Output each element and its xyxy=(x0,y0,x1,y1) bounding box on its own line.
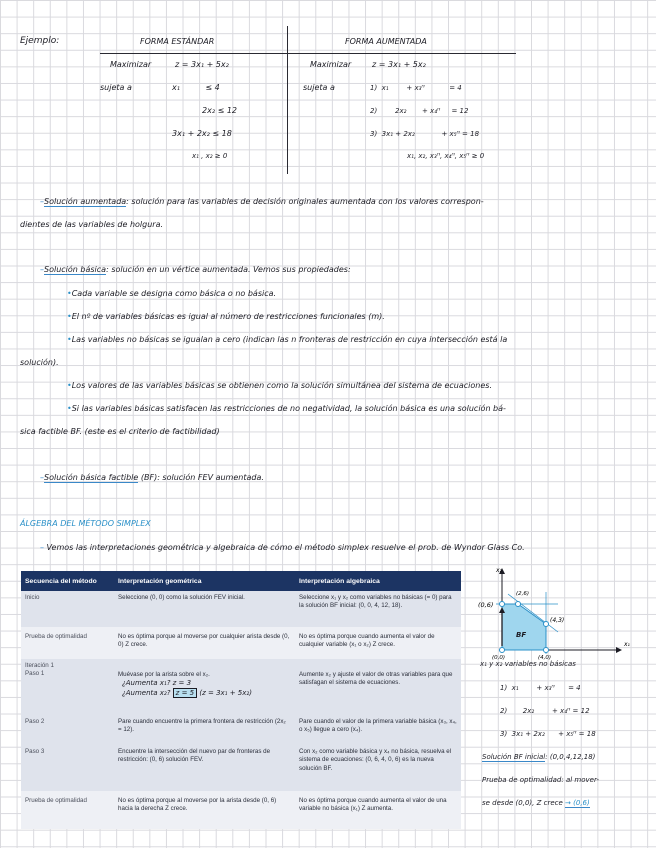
row-seq: Paso 2 xyxy=(21,715,114,745)
region-label: BF xyxy=(516,631,527,639)
algebra-intro: – Vemos las interpretaciones geométrica y algebraica de cómo el método simplex resuelve el prob. de Wyndor Glass Co. xyxy=(40,543,525,552)
row-geo: No es óptima porque al moverse por la arista desde (0, 6) hacia la derecha Z crece. xyxy=(114,791,295,829)
def-augmented-line1: –Solución aumentada: solución para las variables de decisión originales aumentada con los valores correspon- xyxy=(40,197,484,206)
def-augmented-text-2: dientes de las variables de holgura. xyxy=(20,220,164,229)
vertex-2-6 xyxy=(516,602,521,607)
def-augmented-term: Solución aumentada xyxy=(44,197,127,206)
sidebar-test-2: se desde (0,0), Z crece → (0,6) xyxy=(482,799,590,807)
handwritten-note-2: ¿Aumenta x₂? z = 5 (z = 3x₁ + 5x₂) xyxy=(122,688,252,697)
standard-constraint-2: 2x₂ ≤ 12 xyxy=(202,106,237,115)
row-alg: Pare cuando el valor de la primera variable básica (x₃, x₄, o x₅) llegue a cero (x₄). xyxy=(295,715,461,745)
table-header-seq: Secuencia del método xyxy=(21,571,114,591)
augmented-objective: z = 3x₁ + 5x₂ xyxy=(372,60,426,69)
standard-form-header: FORMA ESTÁNDAR xyxy=(140,37,215,46)
example-divider-h xyxy=(100,53,516,54)
def-feasible-line: –Solución básica factible (BF): solución FEV aumentada. xyxy=(40,473,264,482)
row-seq: Prueba de optimalidad xyxy=(21,627,114,659)
example-label: Ejemplo: xyxy=(20,36,60,46)
row-alg: No es óptima porque cuando aumenta el valor de una variable no básica (x₁) Z aumenta. xyxy=(295,791,461,829)
table-row xyxy=(21,627,461,659)
table-header-row xyxy=(21,571,461,591)
table-row xyxy=(21,715,461,745)
sidebar-eq-2: 2) 2x₂ + x₄ᴴ = 12 xyxy=(500,707,590,715)
row-alg: Con x₂ como variable básica y x₄ no básica, resuelva el sistema de ecuaciones: (0, 6, 4, 0, 6) es la nueva solución BF. xyxy=(295,745,461,791)
standard-nonneg: x₁ , x₂ ≥ 0 xyxy=(192,152,228,160)
feasible-region xyxy=(502,604,546,650)
label-4-0: (4,0) xyxy=(538,655,552,661)
def-basic-term: Solución básica xyxy=(44,265,107,274)
vertex-0-6 xyxy=(500,602,505,607)
table-header-geo: Interpretación geométrica xyxy=(114,571,295,591)
feasible-region-graph xyxy=(478,562,638,662)
example-divider-v xyxy=(287,26,288,174)
row-geo: No es óptima porque al moverse por cualquier arista desde (0, 0) Z crece. xyxy=(114,627,295,659)
label-4-3: (4,3) xyxy=(550,617,565,624)
augmented-subject: sujeta a xyxy=(303,83,335,92)
row-geo: Seleccione (0, 0) como la solución FEV inicial. xyxy=(114,591,295,627)
y-axis-label: x₂ xyxy=(496,567,502,574)
sidebar-initial-label: Solución BF inicial xyxy=(482,753,546,761)
prop-3: •Las variables no básicas se igualan a cero (indican las n fronteras de restricción en cuya intersección está la xyxy=(67,335,508,344)
augmented-nonneg: x₁, x₂, x₃ᴴ, x₄ᴴ, x₅ᴴ ≥ 0 xyxy=(407,152,485,160)
vertex-0-0 xyxy=(500,648,505,653)
prop-3-cont: solución). xyxy=(20,358,59,367)
row-seq: Inicio xyxy=(21,591,114,627)
table-row xyxy=(21,791,461,829)
prop-1: •Cada variable se designa como básica o no básica. xyxy=(67,289,277,298)
standard-maximize: Maximizar xyxy=(110,60,152,69)
augmented-constraint-2: 2) 2x₂ + x₄ᴴ = 12 xyxy=(370,107,469,115)
def-basic-text: : solución en un vértice aumentada. Vemos sus propiedades: xyxy=(106,265,351,274)
def-feasible-term: Solución básica factible xyxy=(44,473,139,482)
x-axis-label: x₁ xyxy=(624,641,630,648)
vertex-4-3 xyxy=(544,622,549,627)
row-geo: Pare cuando encuentre la primera frontera de restricción (2x₂ = 12). xyxy=(114,715,295,745)
prop-5: •Si las variables básicas satisfacen las restricciones de no negatividad, la solución básica es una solución bá- xyxy=(67,404,506,413)
table-header-alg: Interpretación algebraica xyxy=(295,571,461,591)
vertex-4-0 xyxy=(544,648,549,653)
simplex-table xyxy=(21,571,461,829)
def-basic-line: –Solución básica: solución en un vértice aumentada. Vemos sus propiedades: xyxy=(40,265,351,274)
row-alg: Aumente x₂ y ajuste el valor de otras variables para que satisfagan el sistema de ecuaciones. xyxy=(295,659,461,715)
prop-4: •Los valores de las variables básicas se obtienen como la solución simultánea del sistema de ecuaciones. xyxy=(67,381,492,390)
sidebar-nonbasic: x₁ y x₂ variables no básicas xyxy=(480,660,576,668)
augmented-maximize: Maximizar xyxy=(310,60,352,69)
standard-constraint-1: x₁ ≤ 4 xyxy=(172,83,220,92)
x-axis-arrow xyxy=(616,647,622,653)
row-alg: No es óptima porque cuando aumenta el valor de cualquier variable (x₁ o x₂) Z crece. xyxy=(295,627,461,659)
label-0-0: (0,0) xyxy=(492,655,506,661)
handwritten-note-1: ¿Aumenta x₁? z = 3 xyxy=(122,679,192,688)
prop-2: •El nº de variables básicas es igual al número de restricciones funcionales (m). xyxy=(67,312,385,321)
def-augmented-text-1: : solución para las variables de decisión originales aumentada con los valores correspon- xyxy=(126,197,484,206)
sidebar-initial xyxy=(482,753,595,761)
sidebar-initial-value: : (0,0,4,12,18) xyxy=(545,753,596,761)
standard-objective: z = 3x₁ + 5x₂ xyxy=(175,60,229,69)
standard-constraint-3: 3x₁ + 2x₂ ≤ 18 xyxy=(172,129,232,138)
sidebar-eq-3: 3) 3x₁ + 2x₂ + x₅ᴴ = 18 xyxy=(500,730,596,738)
sidebar-eq-1: 1) x₁ + x₃ᴴ = 4 xyxy=(500,684,581,692)
standard-subject: sujeta a xyxy=(100,83,132,92)
row-geo: Muévase por la arista sobre el x₂. ¿Aumenta x₁? z = 3 ¿Aumenta x₂? z = 5 (z = 3x₁ + 5x₂) xyxy=(114,659,295,715)
prop-5-cont: sica factible BF. (este es el criterio de factibilidad) xyxy=(20,427,220,436)
augmented-constraint-1: 1) x₁ + x₃ᴴ = 4 xyxy=(370,84,462,92)
table-row xyxy=(21,591,461,627)
sidebar-test-1: Prueba de optimalidad: al mover- xyxy=(482,776,599,784)
sidebar-test-result: → (0,6) xyxy=(565,799,590,807)
augmented-constraint-3: 3) 3x₁ + 2x₂ + x₅ᴴ = 18 xyxy=(370,130,480,138)
row-alg: Seleccione x₁ y x₂ como variables no básicas (= 0) para la solución BF inicial: (0, 0, 4, 12, 18). xyxy=(295,591,461,627)
row-seq: Prueba de optimalidad xyxy=(21,791,114,829)
augmented-form-header: FORMA AUMENTADA xyxy=(345,37,427,46)
row-seq: Iteración 1 Paso 1 xyxy=(21,659,114,715)
row-geo: Encuentre la intersección del nuevo par de fronteras de restricción: (0, 6) solución FEV. xyxy=(114,745,295,791)
table-row xyxy=(21,659,461,715)
table-row xyxy=(21,745,461,791)
label-2-6: (2,6) xyxy=(516,591,530,597)
def-feasible-text: (BF): solución FEV aumentada. xyxy=(140,473,264,482)
label-0-6: (0,6) xyxy=(478,601,494,609)
row-seq: Paso 3 xyxy=(21,745,114,791)
algebra-heading: ÁLGEBRA DEL MÉTODO SIMPLEX xyxy=(20,519,151,528)
boxed-value: z = 5 xyxy=(173,688,197,698)
